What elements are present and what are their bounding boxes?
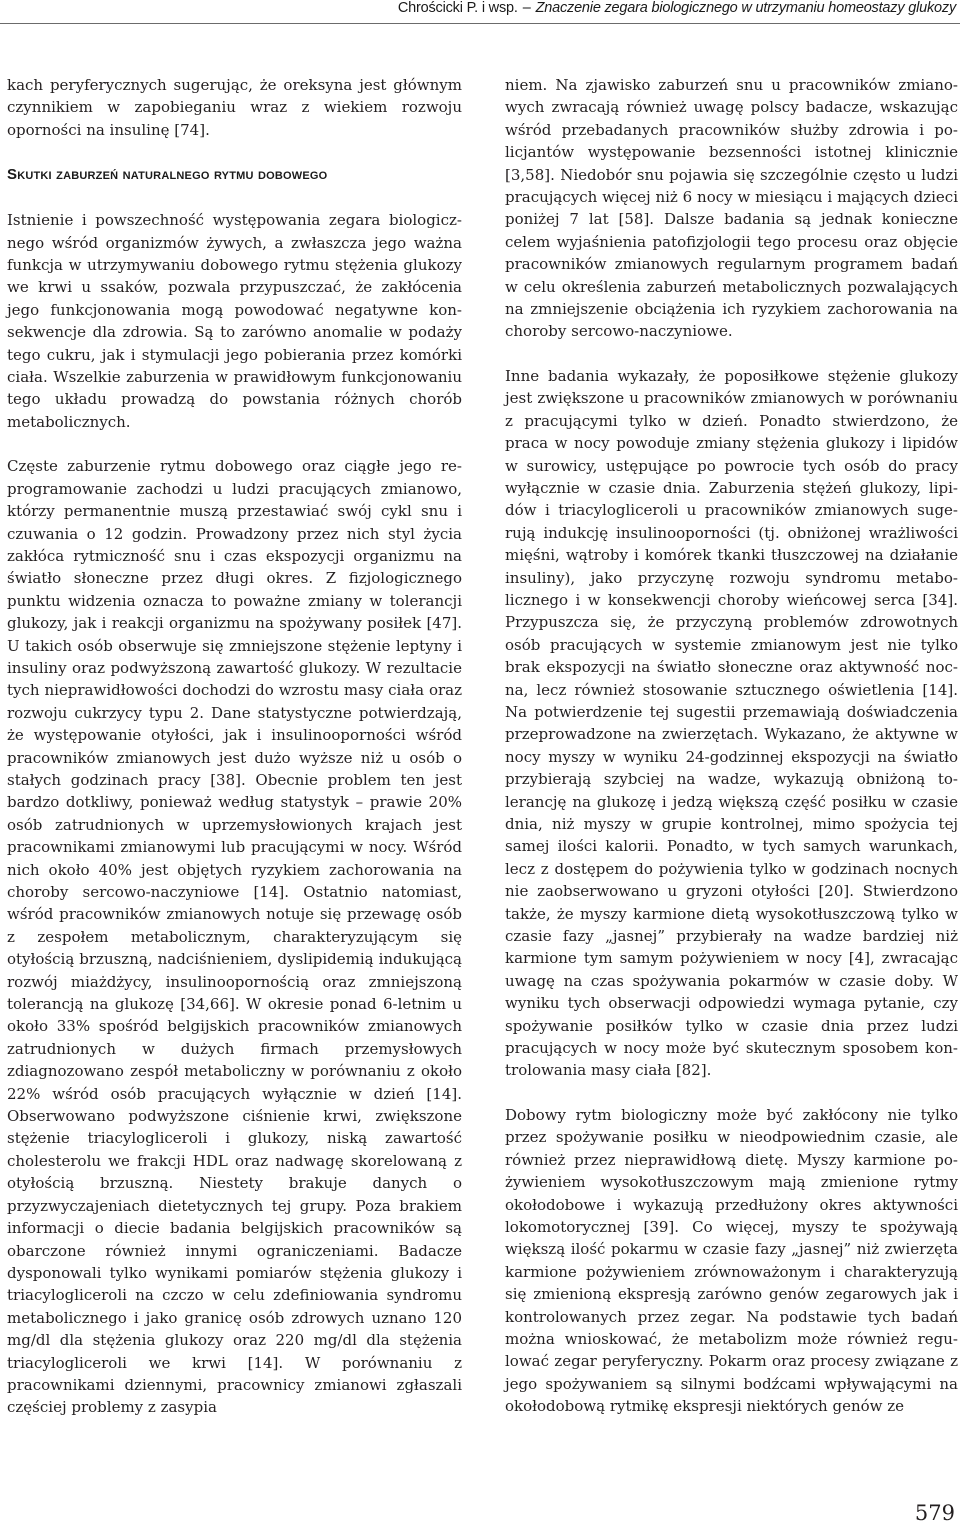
running-head-title: Znaczenie zegara biologicznego w utrzymaniu homeostazy glukozy — [535, 0, 956, 16]
section-heading: Skutki zaburzeń naturalnego rytmu dobowego — [7, 166, 328, 184]
running-head — [398, 0, 956, 22]
running-head-authors: Chrościcki P. i wsp. — [397, 0, 518, 16]
paragraph-left-2: Częste zaburzenie rytmu dobowego oraz ciągłe jego reprogramowanie zachodzi u ludzi pracujących zmianowo, którzy permanentnie muszą przestawiać swój cykl snu i czuwania o 12 godzin. Prowadzony przez nich styl życia zakłóca rytmiczność snu i czas ekspozycji organizmu na światło słoneczne przez długi okres. Z fizjologicznego punktu widzenia oznacza to poważne zmiany w tolerancji glukozy, jak i reakcji organizmu na spożywany posiłek [47]. U takich osób obserwuje się zmniejszone stężenie leptyny i insuliny oraz podwyższoną zawartość glukozy. W rezultacie tych nieprawidłowości dochodzi do wzrostu masy ciała oraz rozwoju cukrzycy typu 2. Dane statystyczne potwierdzają, że występowanie otyłości, jak i insulinooporności wśród pracowników zmianowych jest dużo wyższe niż u osób o stałych godzinach pracy [38]. Obecnie problem ten jest bardzo dotkliwy, ponieważ według statystyk – prawie 20% osób zatrudnionych w uprzemysłowionych krajach jest pracownikami zmianowymi lub pracującymi w nocy. Wśród nich około 40% jest objętych ryzykiem zachorowania na choroby sercowo-naczyniowe [14]. Ostatnio natomiast, wśród pracowników zmianowych notuje się przewagę osób z zespołem metabolicznym, charakteryzującym się otyłością brzuszną, nadciśnieniem, dyslipidemią indukującą rozwój miażdżycy, insulinoopornością oraz zmniejszoną tolerancją na glukozę [34,66]. W okresie ponad 6-letnim u około 33% spośród belgijskich pracowników zmianowych zatrudnionych w dużych firmach przemysłowych zdiagnozowano zespół metaboliczny w porównaniu z około 22% wśród osób pracujących wyłącznie w dzień [14]. Obserwowano podwyższone ciśnienie krwi, zwiększone stężenie triacylogliceroli i glukozy, niską zawartość cholesterolu we frakcji HDL oraz nadwagę skorelowaną z otyłością brzuszną. Niestety brakuje danych o przyzwyczajeniach dietetycznych tej grupy. Poza brakiem informacji o diecie badania belgijskich pracowników są obarczone również innymi ograniczeniami. Badacze dysponowali tylko wynikami pomiarów stężenia glukozy i triacylogliceroli na czczo w celu zdefiniowania syndromu metabolicznego i jako granicę osób zdrowych uznano 120 mg/dl dla stężenia glukozy oraz 220 mg/dl dla stężenia triacylogliceroli we krwi [14]. W porównaniu z pracownikami dziennymi, pracownicy zmianowi zgłaszali częściej problemy z zasypia — [7, 457, 462, 1417]
paragraph-intro: kach peryferycznych sugerując, że oreksyna jest głównym czynnikiem w zapobieganiu wraz z wiekiem rozwoju oporności na insulinę [74]. — [7, 76, 462, 139]
left-column — [7, 74, 462, 1419]
running-head-separator: – — [522, 0, 531, 16]
page-number: 579 — [914, 1501, 955, 1525]
header-rule — [0, 23, 960, 24]
paragraph-right-2: Inne badania wykazały, że poposiłkowe stężenie glukozy jest zwiększone u pracowników zmianowych w porównaniu z pracującymi tylko w dzień. Ponadto stwierdzono, że praca w nocy powoduje zmiany stężenia glukozy i lipidów w surowicy, ustępujące po powrocie tych osób do pracy wyłącznie w czasie dnia. Zaburzenia stężeń glukozy, lipidów i triacylogliceroli u pracowników zmianowych sugerują indukcję insulinooporności (tj. obniżonej wrażliwości mięśni, wątroby i komórek tkanki tłuszczowej na działanie insuliny), jako przyczynę rozwoju syndromu metabolicznego i w konsekwencji choroby wieńcowej serca [34]. Przypuszcza się, że przyczyną problemów zdrowotnych osób pracujących w systemie zmianowym jest nie tylko brak ekspozycji na światło słoneczne oraz aktywność nocna, lecz również stosowanie sztucznego oświetlenia [14]. Na potwierdzenie tej sugestii przemawiają doświadczenia przeprowadzone na zwierzętach. Wykazano, że aktywne w nocy myszy w wyniku 24-godzinnej ekspozycji na światło przybierają szybciej na wadze, wykazują obniżoną tolerancję na glukozę i jedzą większą część posiłku w czasie dnia, niż myszy w grupie kontrolnej, mimo spożycia tej samej ilości kalorii. Ponadto, w tych samych warunkach, lecz z dostępem do pożywienia tylko w godzinach nocnych nie zaobserwowano u gryzoni otyłości [20]. Stwierdzono także, że myszy karmione dietą wysokotłuszczową tylko w czasie fazy „jasnej” przybierały na wadze bardziej niż karmione tym samym pożywieniem w nocy [4], zwracając uwagę na czas spożywania pokarmów w czasie doby. W wyniku tych obserwacji odpowiedzi wymaga pytanie, czy spożywanie posiłków tylko w czasie dnia przez ludzi pracujących w nocy może być skutecznym sposobem kontrolowania masy ciała [82]. — [505, 366, 958, 1080]
right-column — [505, 74, 958, 1418]
paragraph-left-1: Istnienie i powszechność występowania zegara biologicznego wśród organizmów żywych, a zwłaszcza jego ważna funkcja w utrzymywaniu dobowego rytmu stężenia glukozy we krwi u ssaków, pozwala przypuszczać, że zakłócenia jego funkcjonowania mogą powodować negatywne konsekwencje dla zdrowia. Są to zarówno anomalie w podaży tego cukru, jak i stymulacji jego pobierania przez komórki ciała. Wszelkie zaburzenia w prawidłowym funkcjonowaniu tego układu prowadzą do powstania różnych chorób metabolicznych. — [7, 211, 462, 431]
paragraph-right-3: Dobowy rytm biologiczny może być zakłócony nie tylko przez spożywanie posiłku w nieodpowiednim czasie, ale również przez nieprawidłową dietę. Myszy karmione pożywieniem wysokotłuszczowym mają zmienione rytmy okołodobowe i wykazują przedłużony okres aktywności lokomotorycznej [39]. Co więcej, myszy te spożywają większą ilość pokarmu w czasie fazy „jasnej” niż zwierzęta karmione pożywieniem zrównoważonym i charakteryzują się zmienioną ekspresją zarówno genów zegarowych jak i kontrolowanych przez zegar. Na podstawie tych badań można wnioskować, że metabolizm może również regulować zegar peryferyczny. Pokarm oraz procesy związane z jego spożywaniem są silnymi bodźcami wpływającymi na okołodobową rytmikę ekspresji niektórych genów ze — [505, 1105, 958, 1416]
paragraph-right-1: niem. Na zjawisko zaburzeń snu u pracowników zmianowych zwracają również uwagę polscy badacze, wskazując wśród przebadanych pracowników służby zdrowia i policjantów występowanie bezsenności istotnej klinicznie [3,58]. Niedobór snu pojawia się szczególnie często u ludzi pracujących więcej niż 6 nocy w miesiącu i mających dzieci poniżej 7 lat [58]. Dalsze badania są jednak konieczne celem wyjaśnienia patofizjologii tego procesu oraz objęcie pracowników zmianowych regularnym programem badań w celu określenia zaburzeń metabolicznych pozwalających na zmniejszenie obciążenia ich ryzykiem zachorowania na choroby sercowo-naczyniowe. — [505, 76, 958, 341]
